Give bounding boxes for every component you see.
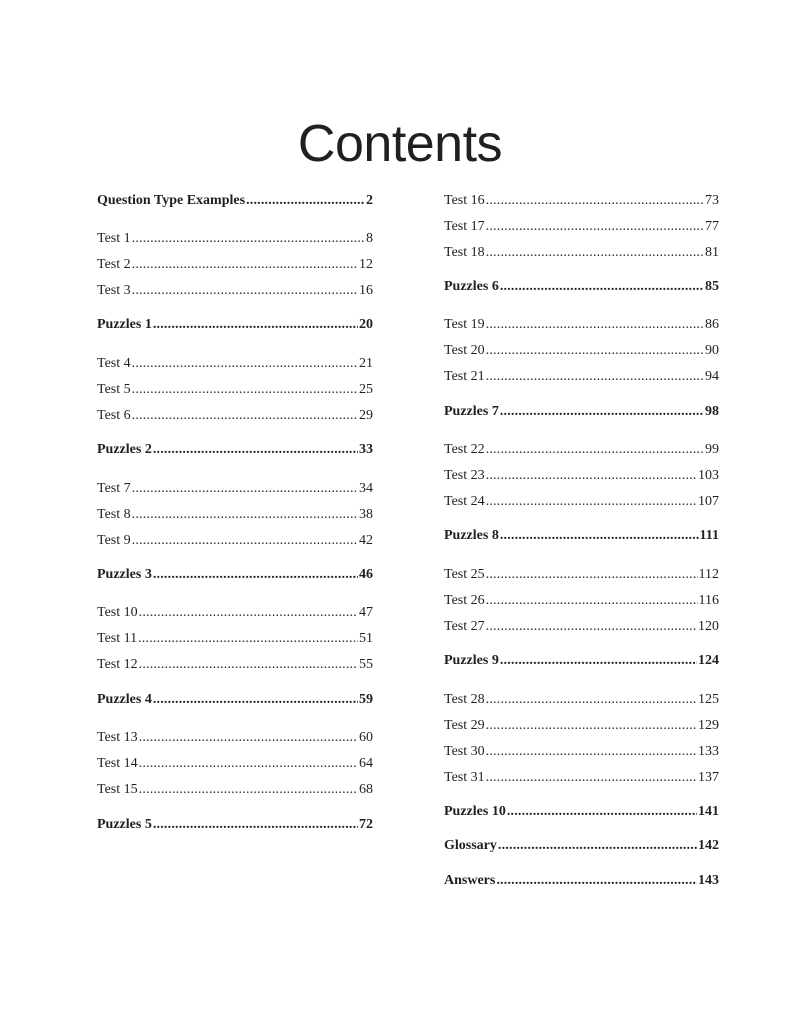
toc-entry-label: Test 24: [444, 494, 485, 509]
toc-entry-page: 111: [699, 528, 719, 543]
toc-entry-page: 60: [359, 730, 373, 745]
toc-entry-page: 38: [359, 507, 373, 522]
toc-entry-label: Test 11: [97, 631, 138, 646]
toc-entry[interactable]: [444, 402, 719, 422]
toc-entry-page: 94: [705, 369, 719, 384]
toc-entry[interactable]: [444, 836, 719, 856]
toc-entry-page: 34: [359, 481, 373, 496]
toc-entry-page: 59: [359, 692, 373, 707]
dot-leader: [486, 341, 704, 361]
toc-entry[interactable]: [97, 531, 373, 551]
dot-leader: [507, 802, 697, 822]
dot-leader: [139, 754, 358, 774]
toc-entry-page: 141: [698, 804, 719, 819]
toc-entry-page: 16: [359, 283, 373, 298]
toc-entry[interactable]: [97, 655, 373, 675]
dot-leader: [486, 591, 698, 611]
dot-leader: [132, 505, 358, 525]
toc-entry-page: 116: [698, 593, 719, 608]
dot-leader: [486, 367, 704, 387]
toc-entry-label: Test 16: [444, 193, 485, 208]
toc-entry-label: Test 7: [97, 481, 131, 496]
dot-leader: [132, 281, 358, 301]
dot-leader: [500, 651, 697, 671]
toc-entry-page: 103: [698, 468, 719, 483]
dot-leader: [132, 255, 358, 275]
toc-entry-page: 55: [359, 657, 373, 672]
toc-entry-page: 142: [698, 838, 719, 853]
dot-leader: [153, 315, 358, 335]
dot-leader: [138, 629, 358, 649]
toc-entry[interactable]: [444, 440, 719, 460]
toc-entry-label: Test 9: [97, 533, 131, 548]
toc-entry[interactable]: [97, 229, 373, 249]
toc-entry-label: Test 26: [444, 593, 485, 608]
dot-leader: [132, 531, 358, 551]
dot-leader: [486, 466, 697, 486]
toc-entry[interactable]: [97, 281, 373, 301]
toc-entry-label: Test 28: [444, 692, 485, 707]
toc-entry-page: 98: [705, 404, 719, 419]
toc-entry[interactable]: [444, 217, 719, 237]
toc-entry-page: 125: [698, 692, 719, 707]
toc-entry-page: 33: [359, 442, 373, 457]
dot-leader: [486, 243, 704, 263]
toc-entry-page: 72: [359, 817, 373, 832]
dot-leader: [132, 229, 365, 249]
dot-leader: [132, 380, 358, 400]
dot-leader: [486, 492, 697, 512]
toc-entry[interactable]: [444, 526, 719, 546]
dot-leader: [486, 315, 704, 335]
toc-entry[interactable]: [97, 754, 373, 774]
toc-entry[interactable]: [97, 255, 373, 275]
toc-entry[interactable]: [97, 780, 373, 800]
dot-leader: [486, 617, 697, 637]
toc-entry[interactable]: [97, 565, 373, 585]
toc-entry-page: 68: [359, 782, 373, 797]
toc-entry-label: Test 10: [97, 605, 138, 620]
dot-leader: [486, 440, 704, 460]
toc-entry-page: 137: [698, 770, 719, 785]
toc-entry[interactable]: [97, 479, 373, 499]
toc-entry-label: Test 2: [97, 257, 131, 272]
toc-entry-page: 124: [698, 653, 719, 668]
dot-leader: [246, 191, 365, 211]
toc-entry[interactable]: [97, 354, 373, 374]
toc-entry-page: 21: [359, 356, 373, 371]
toc-entry-label: Test 17: [444, 219, 485, 234]
toc-entry[interactable]: [97, 191, 373, 211]
toc-entry-page: 107: [698, 494, 719, 509]
dot-leader: [139, 780, 358, 800]
toc-entry-label: Test 18: [444, 245, 485, 260]
toc-entry-page: 77: [705, 219, 719, 234]
toc-entry[interactable]: [97, 380, 373, 400]
toc-entry-label: Test 14: [97, 756, 138, 771]
toc-entry-page: 42: [359, 533, 373, 548]
toc-entry-page: 99: [705, 442, 719, 457]
toc-entry-label: Test 4: [97, 356, 131, 371]
toc-entry-page: 51: [359, 631, 373, 646]
page-title: Contents: [297, 114, 503, 173]
toc-entry-label: Question Type Examples: [97, 193, 246, 208]
toc-entry[interactable]: [97, 440, 373, 460]
dot-leader: [486, 716, 697, 736]
toc-entry-label: Test 6: [97, 408, 131, 423]
toc-entry[interactable]: [97, 315, 373, 335]
toc-entry[interactable]: [444, 492, 719, 512]
toc-entry-page: 46: [359, 567, 373, 582]
toc-entry-label: Glossary: [444, 838, 497, 853]
toc-entry-page: 129: [698, 718, 719, 733]
toc-entry[interactable]: [444, 871, 719, 891]
dot-leader: [132, 406, 358, 426]
dot-leader: [486, 191, 704, 211]
toc-entry[interactable]: [444, 617, 719, 637]
toc-entry-page: 73: [705, 193, 719, 208]
toc-entry-page: 8: [366, 231, 373, 246]
toc-entry[interactable]: [97, 815, 373, 835]
toc-entry-page: 90: [705, 343, 719, 358]
toc-entry-label: Test 23: [444, 468, 485, 483]
toc-entry[interactable]: [444, 466, 719, 486]
dot-leader: [486, 690, 697, 710]
toc-entry-page: 20: [359, 317, 373, 332]
dot-leader: [500, 402, 704, 422]
toc-entry[interactable]: [97, 629, 373, 649]
toc-entry[interactable]: [444, 742, 719, 762]
toc-entry[interactable]: [97, 728, 373, 748]
toc-entry-label: Puzzles 5: [97, 817, 152, 832]
toc-entry-page: 64: [359, 756, 373, 771]
toc-entry[interactable]: [444, 768, 719, 788]
toc-entry-label: Puzzles 10: [444, 804, 506, 819]
dot-leader: [498, 836, 697, 856]
toc-entry-label: Puzzles 1: [97, 317, 152, 332]
toc-entry-label: Test 3: [97, 283, 131, 298]
dot-leader: [153, 440, 358, 460]
dot-leader: [139, 728, 358, 748]
toc-entry-label: Answers: [444, 873, 496, 888]
toc-entry-label: Test 31: [444, 770, 485, 785]
toc-entry[interactable]: [97, 505, 373, 525]
dot-leader: [153, 690, 358, 710]
dot-leader: [153, 565, 358, 585]
toc-entry-label: Test 27: [444, 619, 485, 634]
toc-entry-label: Puzzles 3: [97, 567, 152, 582]
toc-entry-page: 143: [698, 873, 719, 888]
toc-entry[interactable]: [97, 406, 373, 426]
dot-leader: [486, 742, 697, 762]
toc-entry-page: 112: [698, 567, 719, 582]
toc-entry[interactable]: [444, 367, 719, 387]
dot-leader: [496, 871, 697, 891]
toc-entry-label: Test 5: [97, 382, 131, 397]
toc-entry-label: Test 21: [444, 369, 485, 384]
dot-leader: [486, 217, 704, 237]
dot-leader: [139, 655, 358, 675]
toc-entry[interactable]: [444, 277, 719, 297]
toc-entry[interactable]: [444, 690, 719, 710]
toc-entry[interactable]: [97, 690, 373, 710]
toc-entry-label: Puzzles 6: [444, 279, 499, 294]
toc-entry-label: Test 19: [444, 317, 485, 332]
toc-entry-page: 85: [705, 279, 719, 294]
toc-entry-label: Test 29: [444, 718, 485, 733]
toc-entry[interactable]: [444, 565, 719, 585]
toc-entry-page: 2: [366, 193, 373, 208]
dot-leader: [500, 277, 704, 297]
toc-entry-label: Test 20: [444, 343, 485, 358]
toc-entry-page: 81: [705, 245, 719, 260]
toc-entry[interactable]: [444, 591, 719, 611]
toc-entry-page: 29: [359, 408, 373, 423]
toc-entry-label: Puzzles 8: [444, 528, 499, 543]
dot-leader: [132, 354, 358, 374]
toc-entry-page: 47: [359, 605, 373, 620]
dot-leader: [132, 479, 358, 499]
toc-entry-label: Test 30: [444, 744, 485, 759]
toc-entry-label: Test 13: [97, 730, 138, 745]
toc-entry-page: 12: [359, 257, 373, 272]
dot-leader: [139, 603, 358, 623]
toc-entry[interactable]: [97, 603, 373, 623]
toc-entry-label: Puzzles 9: [444, 653, 499, 668]
toc-entry-label: Test 22: [444, 442, 485, 457]
toc-entry-label: Test 12: [97, 657, 138, 672]
toc-entry-label: Test 1: [97, 231, 131, 246]
toc-entry-page: 86: [705, 317, 719, 332]
toc-entry-label: Test 15: [97, 782, 138, 797]
toc-entry-label: Puzzles 7: [444, 404, 499, 419]
dot-leader: [486, 768, 697, 788]
toc-entry[interactable]: [444, 243, 719, 263]
toc-entry[interactable]: [444, 716, 719, 736]
toc-entry-label: Puzzles 2: [97, 442, 152, 457]
toc-entry[interactable]: [444, 191, 719, 211]
toc-entry-label: Test 25: [444, 567, 485, 582]
toc-entry-page: 120: [698, 619, 719, 634]
toc-entry-label: Test 8: [97, 507, 131, 522]
dot-leader: [486, 565, 698, 585]
dot-leader: [500, 526, 699, 546]
toc-entry-page: 133: [698, 744, 719, 759]
toc-entry[interactable]: [444, 651, 719, 671]
toc-entry[interactable]: [444, 802, 719, 822]
toc-entry-page: 25: [359, 382, 373, 397]
toc-entry[interactable]: [444, 315, 719, 335]
toc-entry[interactable]: [444, 341, 719, 361]
dot-leader: [153, 815, 358, 835]
toc-entry-label: Puzzles 4: [97, 692, 152, 707]
